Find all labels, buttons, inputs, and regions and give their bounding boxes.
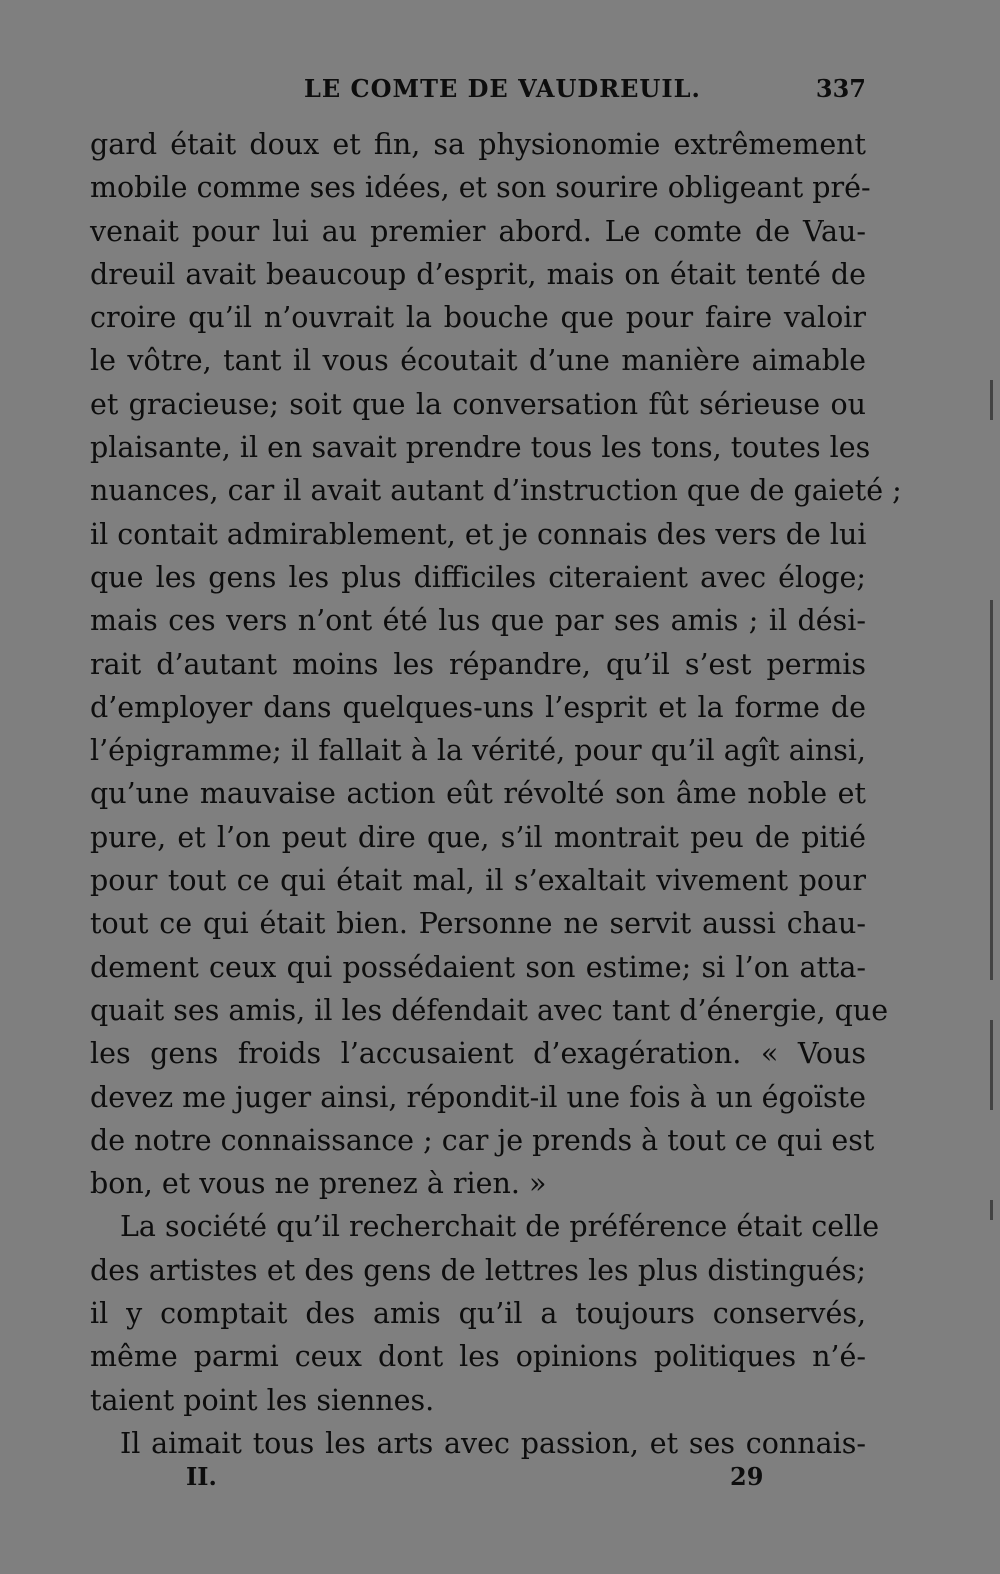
text-line: des artistes et des gens de lettres les plus distingués; bbox=[90, 1253, 866, 1287]
text-line: il y comptait des amis qu’il a toujours conservés, bbox=[90, 1297, 866, 1331]
volume-mark: II. bbox=[186, 1462, 217, 1491]
text-line: d’employer dans quelques-uns l’esprit et la forme de bbox=[90, 690, 866, 724]
text-line: le vôtre, tant il vous écoutait d’une manière aimable bbox=[90, 344, 866, 378]
text-line: de notre connaissance ; car je prends à tout ce qui est bbox=[90, 1123, 875, 1157]
running-header bbox=[90, 74, 866, 114]
text-line: dreuil avait beaucoup d’esprit, mais on était tenté de bbox=[90, 257, 866, 291]
text-line: il contait admirablement, et je connais des vers de lui bbox=[90, 517, 867, 551]
text-line: les gens froids l’accusaient d’exagération. « Vous bbox=[90, 1037, 866, 1071]
text-line: venait pour lui au premier abord. Le comte de Vau- bbox=[90, 214, 866, 248]
text-line: gard était doux et fin, sa physionomie extrêmement bbox=[90, 128, 866, 161]
text-line: qu’une mauvaise action eût révolté son âme noble et bbox=[90, 777, 866, 811]
text-line: tout ce qui était bien. Personne ne servit aussi chau- bbox=[90, 907, 866, 941]
text-line: Il aimait tous les arts avec passion, et ses connais- bbox=[120, 1426, 866, 1460]
body-text bbox=[90, 123, 902, 1465]
text-line: croire qu’il n’ouvrait la bouche que pour faire valoir bbox=[90, 301, 866, 335]
text-line: pour tout ce qui était mal, il s’exaltait vivement pour bbox=[90, 864, 866, 898]
text-line: que les gens les plus difficiles citeraient avec éloge; bbox=[90, 560, 866, 594]
page-footer bbox=[90, 1462, 866, 1498]
text-line: nuances, car il avait autant d’instruction que de gaieté ; bbox=[90, 474, 902, 508]
text-line: pure, et l’on peut dire que, s’il montrait peu de pitié bbox=[90, 820, 866, 854]
text-line: même parmi ceux dont les opinions politiques n’é- bbox=[90, 1340, 866, 1374]
text-line: rait d’autant moins les répandre, qu’il s’est permis bbox=[90, 647, 866, 681]
text-line: La société qu’il recherchait de préférence était celle bbox=[120, 1210, 880, 1244]
text-line: mobile comme ses idées, et son sourire obligeant pré- bbox=[90, 171, 871, 205]
text-line: bon, et vous ne prenez à rien. » bbox=[90, 1167, 547, 1201]
text-line: plaisante, il en savait prendre tous les tons, toutes les bbox=[90, 431, 871, 465]
text-line: dement ceux qui possédaient son estime; si l’on atta- bbox=[90, 950, 866, 984]
text-line: et gracieuse; soit que la conversation fût sérieuse ou bbox=[90, 387, 866, 421]
text-line: devez me juger ainsi, répondit-il une fois à un égoïste bbox=[90, 1080, 866, 1114]
text-line: l’épigramme; il fallait à la vérité, pour qu’il agît ainsi, bbox=[90, 734, 866, 768]
signature-mark: 29 bbox=[730, 1462, 764, 1491]
text-line: mais ces vers n’ont été lus que par ses amis ; il dési- bbox=[90, 604, 866, 638]
page-number: 337 bbox=[815, 74, 866, 103]
text-line: taient point les siennes. bbox=[90, 1383, 435, 1417]
scan-edge-noise bbox=[990, 380, 994, 1480]
running-title: LE COMTE DE VAUDREUIL. bbox=[304, 74, 701, 103]
text-line: quait ses amis, il les défendait avec tant d’énergie, que bbox=[90, 993, 889, 1027]
